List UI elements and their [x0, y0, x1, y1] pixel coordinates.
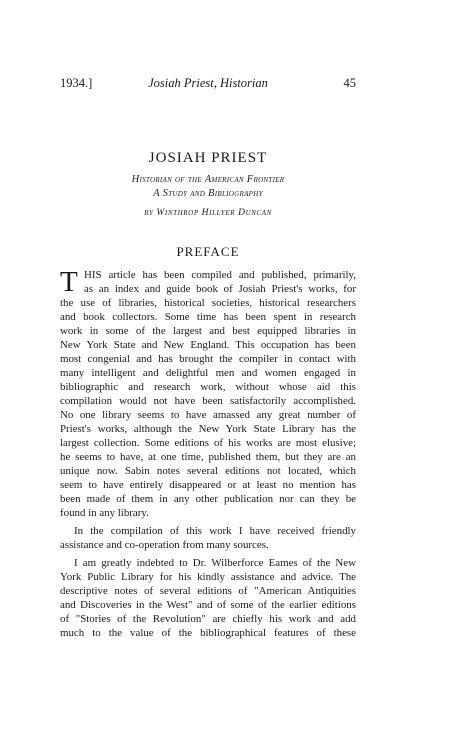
text-line: work in some of the largest and best equipped libraries in: [60, 325, 356, 337]
article-title: JOSIAH PRIEST: [148, 150, 268, 166]
text-line: found in any library.: [60, 507, 149, 519]
text-line: In the compilation of this work I have received friendly: [74, 525, 356, 537]
text-line: of "Stories of the Revolution" are chiefly his work and add: [60, 613, 356, 625]
text-line: New York State and New England. This occupation has been: [60, 339, 356, 351]
text-line: the use of libraries, historical societies, historical researchers: [60, 297, 356, 309]
text-line: unique now. Sabin notes several editions not located, which: [60, 465, 356, 477]
text-line: Priest's works, although the New York State Library has the: [60, 423, 356, 435]
text-line: assistance and co-operation from many sources.: [60, 539, 269, 551]
text-line: and Discoveries in the West" and of some of the earlier editions: [60, 599, 356, 611]
running-head-title: Josiah Priest, Historian: [148, 76, 268, 90]
article-subtitle-line-1: Historian of the American Frontier: [131, 174, 285, 185]
text-line: HIS article has been compiled and published, primarily,: [84, 269, 356, 281]
text-line: as an index and guide book of Josiah Priest's works, for: [84, 283, 356, 295]
text-line: most congenial and has brought the compiler in contact with: [60, 353, 356, 365]
text-line: I am greatly indebted to Dr. Wilberforce Eames of the New: [74, 557, 356, 569]
drop-cap: T: [60, 266, 78, 298]
text-line: largest collection. Some editions of his works are most elusive;: [60, 437, 356, 449]
text-line: seem to have entirely disappeared or at least no mention has: [60, 479, 356, 491]
text-line: much to the value of the bibliographical features of these: [60, 627, 356, 639]
preface-heading: PREFACE: [176, 244, 240, 259]
text-line: and book collectors. Some time has been spent in research: [60, 311, 356, 323]
text-line: compilation would not have been satisfactorily accomplished.: [60, 395, 356, 407]
text-line: No one library seems to have amassed any great number of: [60, 409, 356, 421]
text-line: he seems to have, at one time, published them, but they are an: [60, 451, 356, 463]
text-line: York Public Library for his kindly assistance and advice. The: [60, 571, 356, 583]
article-subtitle-line-2: A Study and Bibliography: [153, 188, 263, 199]
text-line: many intelligent and delightful men and women engaged in: [60, 367, 356, 379]
article-author: by Winthrop Hillyer Duncan: [144, 208, 272, 218]
text-line: been made of them in any other publication nor can they be: [60, 493, 356, 505]
text-line: bibliographic and research work, without whose aid this: [60, 381, 356, 393]
page-number: 45: [343, 76, 356, 90]
text-line: descriptive notes of several editions of "American Antiquities: [60, 585, 356, 597]
running-head: [60, 76, 356, 92]
running-head-year: 1934.]: [60, 76, 93, 90]
